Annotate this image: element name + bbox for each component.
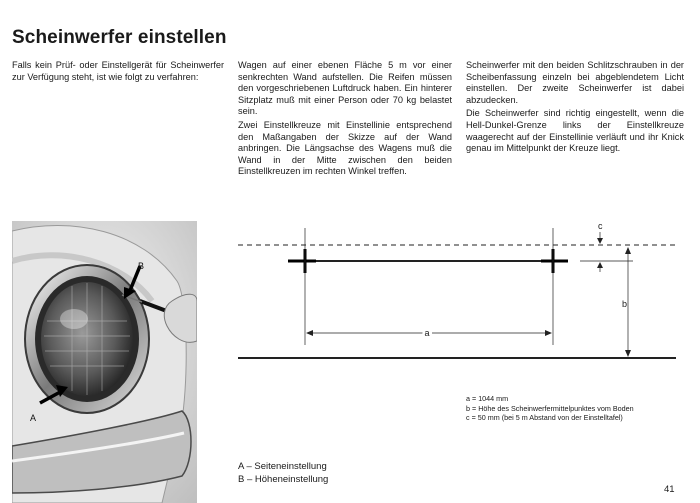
page-title: Scheinwerfer einstellen: [12, 27, 227, 48]
caption-b: B – Höheneinstellung: [238, 473, 329, 485]
dimension-c-label: c: [598, 221, 603, 231]
legend-item: b = Höhe des Scheinwerfermittelpunktes vom Boden: [466, 403, 634, 413]
paragraph: Zwei Einstellkreuze mit Einstellinie entsprechend den Maßangaben der Skizze auf der Wand anbringen. Die Längsachse des Wagens muß die Wand in der Mitte zwischen den beiden Einstellkreuzen im rechten Winkel treffen.: [238, 119, 452, 177]
legend-item: a = 1044 mm: [466, 394, 509, 403]
photo-label-a: A: [30, 413, 37, 423]
dimension-a-label: a: [424, 328, 430, 338]
paragraph: Die Scheinwerfer sind richtig eingestellt, wenn die Hell-Dunkel-Grenze links der Einstellkreuze waagerecht auf der Einstellinie verläuft und ihr Knick genau im Mittelpunkt der Kreuze liegt.: [466, 108, 684, 154]
cross-left: [288, 249, 316, 273]
dimension-b-label: b: [622, 299, 628, 309]
paragraph: Scheinwerfer mit den beiden Schlitzschrauben in der Scheibenfassung einzeln bei abgeblendetem Licht einstellen. Der zweite Scheinwerfer ist dabei abzudecken.: [466, 60, 684, 105]
legend-item: c = 50 mm (bei 5 m Abstand von der Einstelltafel): [466, 413, 623, 423]
cross-right: [541, 249, 568, 273]
paragraph: Falls kein Prüf- oder Einstellgerät für Scheinwerfer zur Verfügung steht, ist wie folgt zu verfahren:: [12, 60, 224, 82]
diagram-legend: [466, 394, 634, 423]
paragraph: Wagen auf einer ebenen Fläche 5 m vor einer senkrechten Wand aufstellen. Die Reifen müssen den vorgeschriebenen Luftdruck haben. Ein hinterer Sitzplatz muß mit einer Person oder 70 kg belastet sein.: [238, 60, 452, 117]
caption-a: A – Seiteneinstellung: [238, 461, 327, 472]
photo-label-b: B: [138, 261, 145, 271]
photo-captions: [238, 461, 328, 486]
page-number: 41: [664, 484, 675, 495]
